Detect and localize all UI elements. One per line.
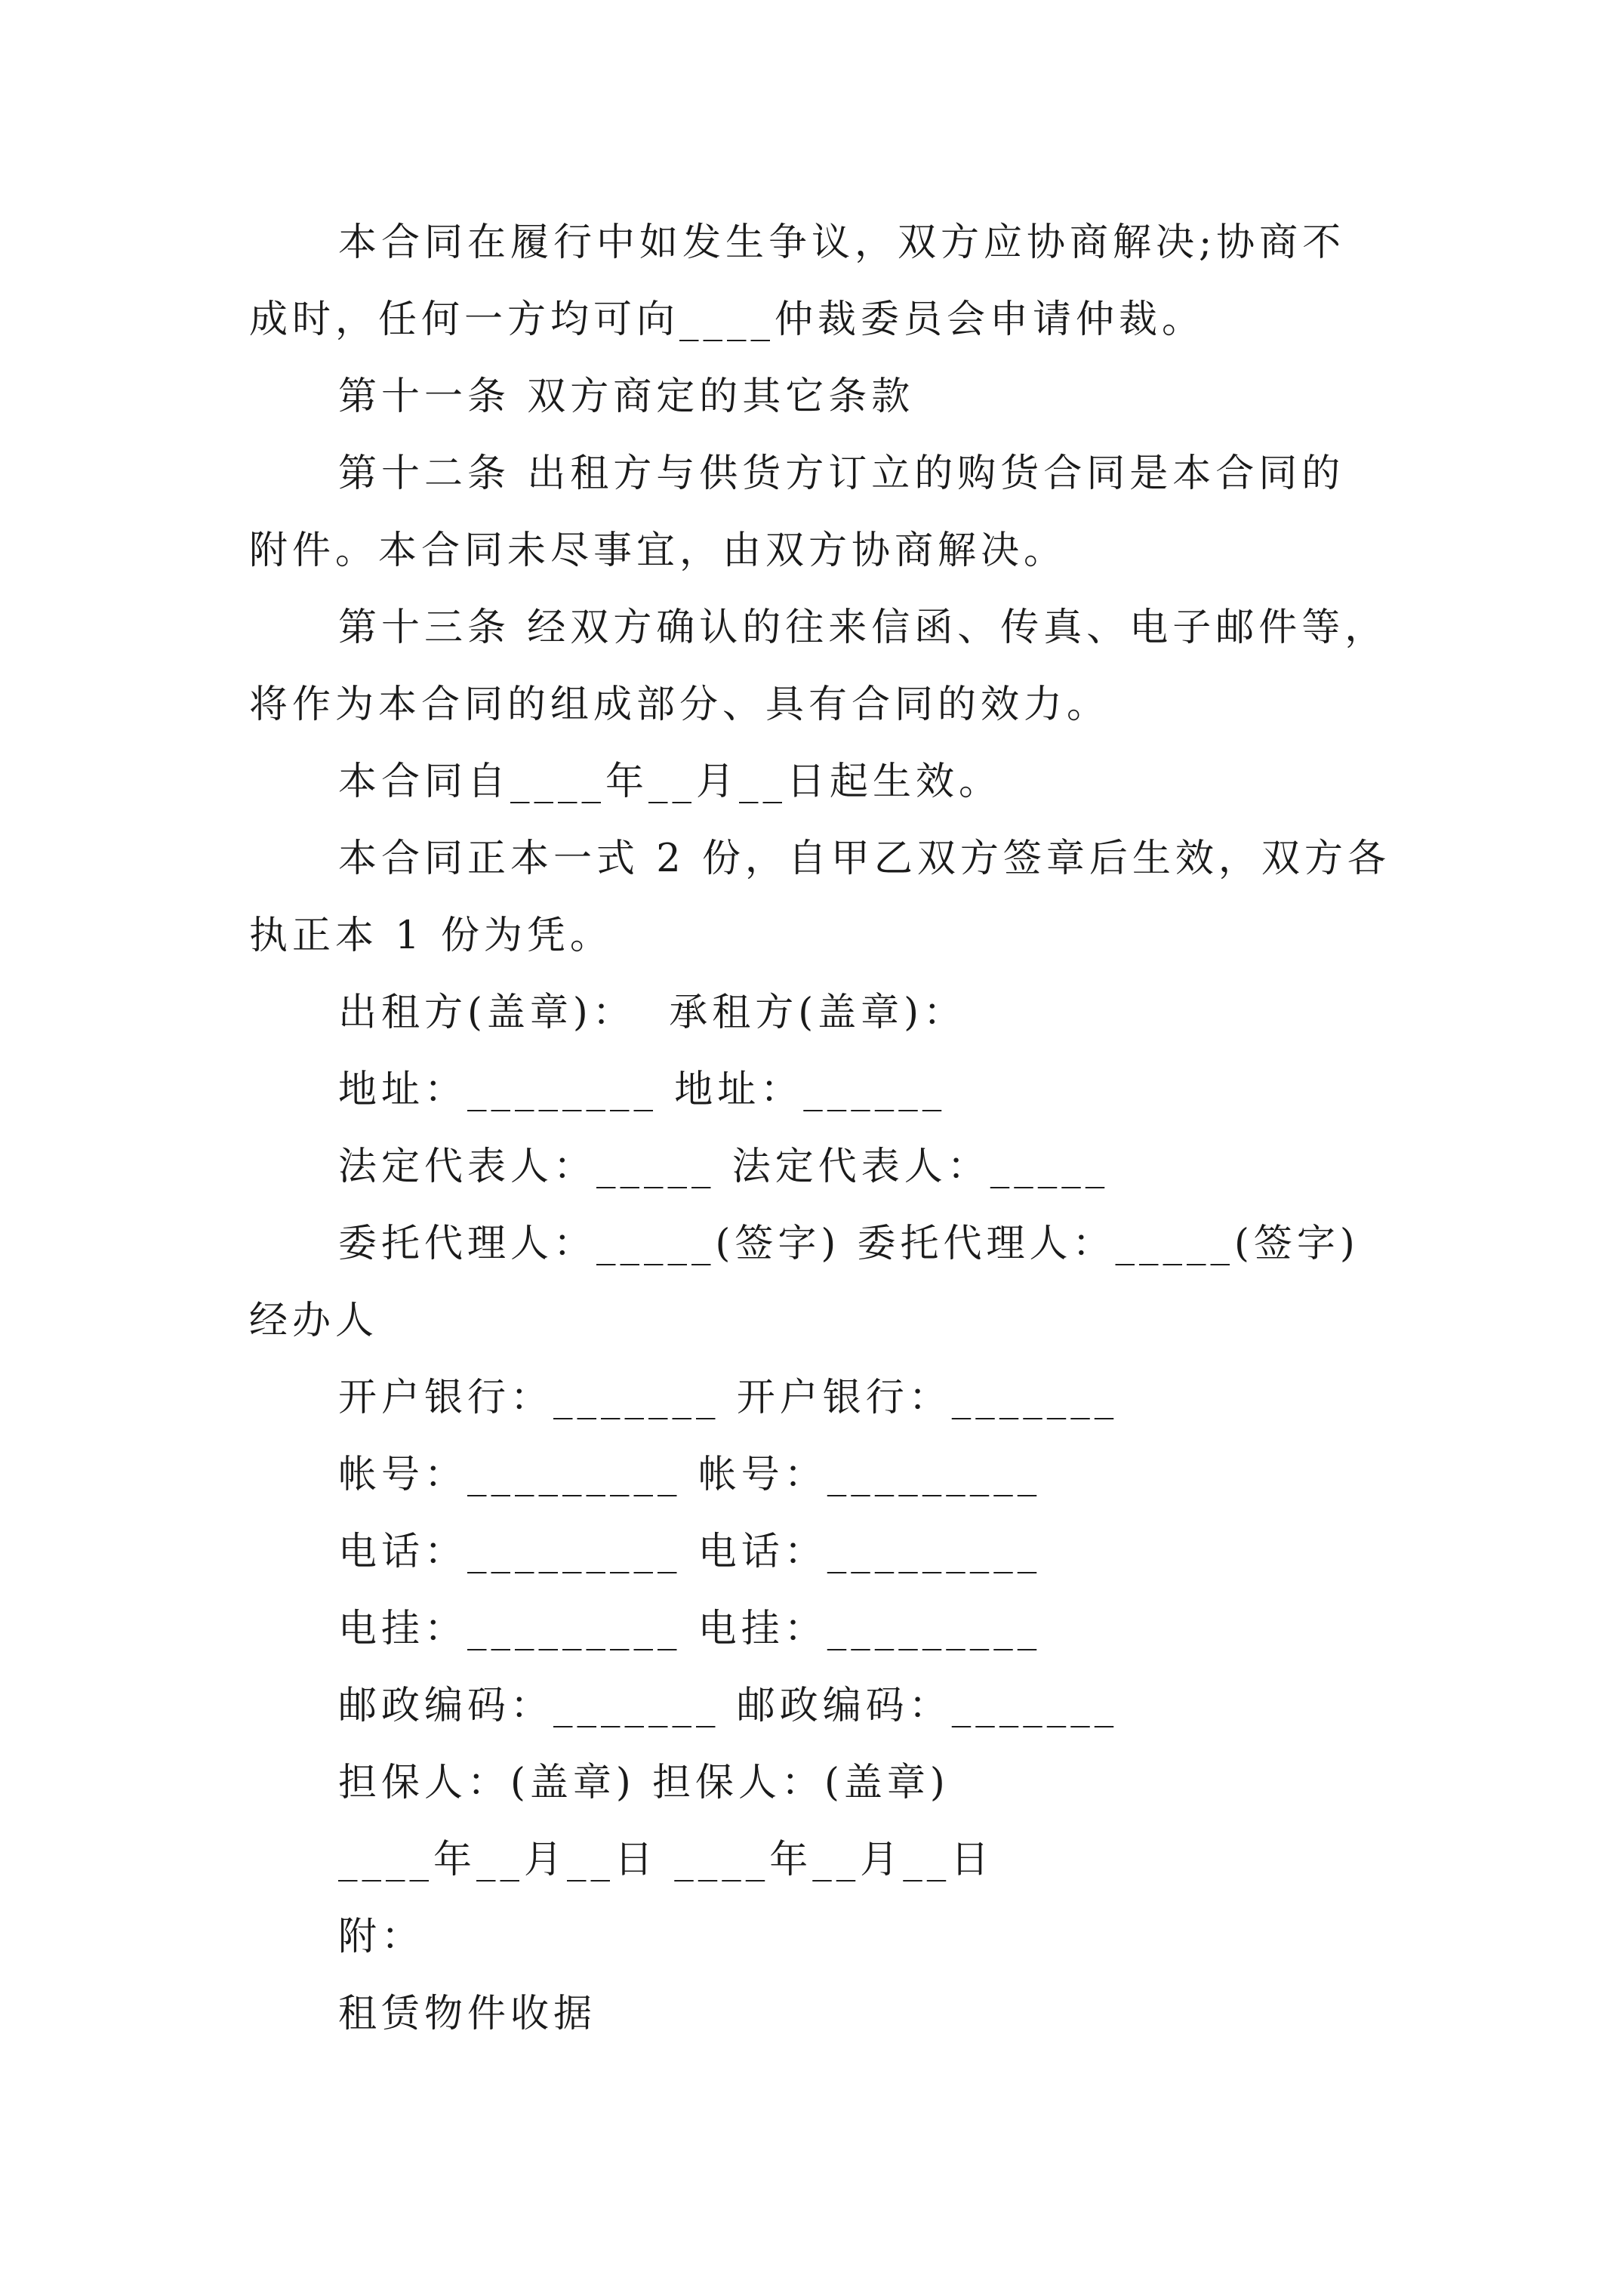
copies-clause: 本合同正本一式 2 份，自甲乙双方签章后生效，双方各 <box>338 837 1390 881</box>
article-12: 第十二条 出租方与供货方订立的购货合同是本合同的 <box>338 451 1345 496</box>
text-line: 附件。本合同未尽事宜，由双方协商解决。 <box>249 529 1067 573</box>
effective-date-line: 本合同自____年__月__日起生效。 <box>338 760 1002 804</box>
phone-fields: 电话：_________ 电话：_________ <box>338 1530 1042 1574</box>
legal-representative-fields: 法定代表人：_____ 法定代表人：_____ <box>338 1145 1110 1189</box>
article-13: 第十三条 经双方确认的往来信函、传真、电子邮件等， <box>338 606 1388 650</box>
appendix-label: 附： <box>338 1915 425 1959</box>
guarantor-fields: 担保人：(盖章) 担保人：(盖章) <box>338 1761 950 1805</box>
text-line: 执正本 1 份为凭。 <box>249 914 613 958</box>
appendix-title: 租赁物件收据 <box>338 1992 597 2036</box>
text-line: 将作为本合同的组成部分、具有合同的效力。 <box>249 683 1110 727</box>
text-line: 成时，任何一方均可向____仲裁委员会申请仲裁。 <box>249 297 1206 342</box>
address-fields: 地址：________ 地址：______ <box>338 1068 947 1112</box>
signature-parties: 出租方(盖章)： 承租方(盖章)： <box>338 991 967 1035</box>
telegraph-fields: 电挂：_________ 电挂：_________ <box>338 1607 1042 1651</box>
text-line: 本合同在履行中如发生争议，双方应协商解决;协商不 <box>338 220 1346 265</box>
account-fields: 帐号：_________ 帐号：_________ <box>338 1453 1042 1497</box>
bank-fields: 开户银行：_______ 开户银行：_______ <box>338 1376 1119 1420</box>
postal-code-fields: 邮政编码：_______ 邮政编码：_______ <box>338 1684 1119 1728</box>
agent-fields: 委托代理人：_____(签字) 委托代理人：_____(签字) <box>338 1222 1360 1266</box>
article-11-heading: 第十一条 双方商定的其它条款 <box>338 374 915 419</box>
date-fields: ____年__月__日 ____年__月__日 <box>338 1838 994 1882</box>
handler-label: 经办人 <box>249 1299 379 1343</box>
